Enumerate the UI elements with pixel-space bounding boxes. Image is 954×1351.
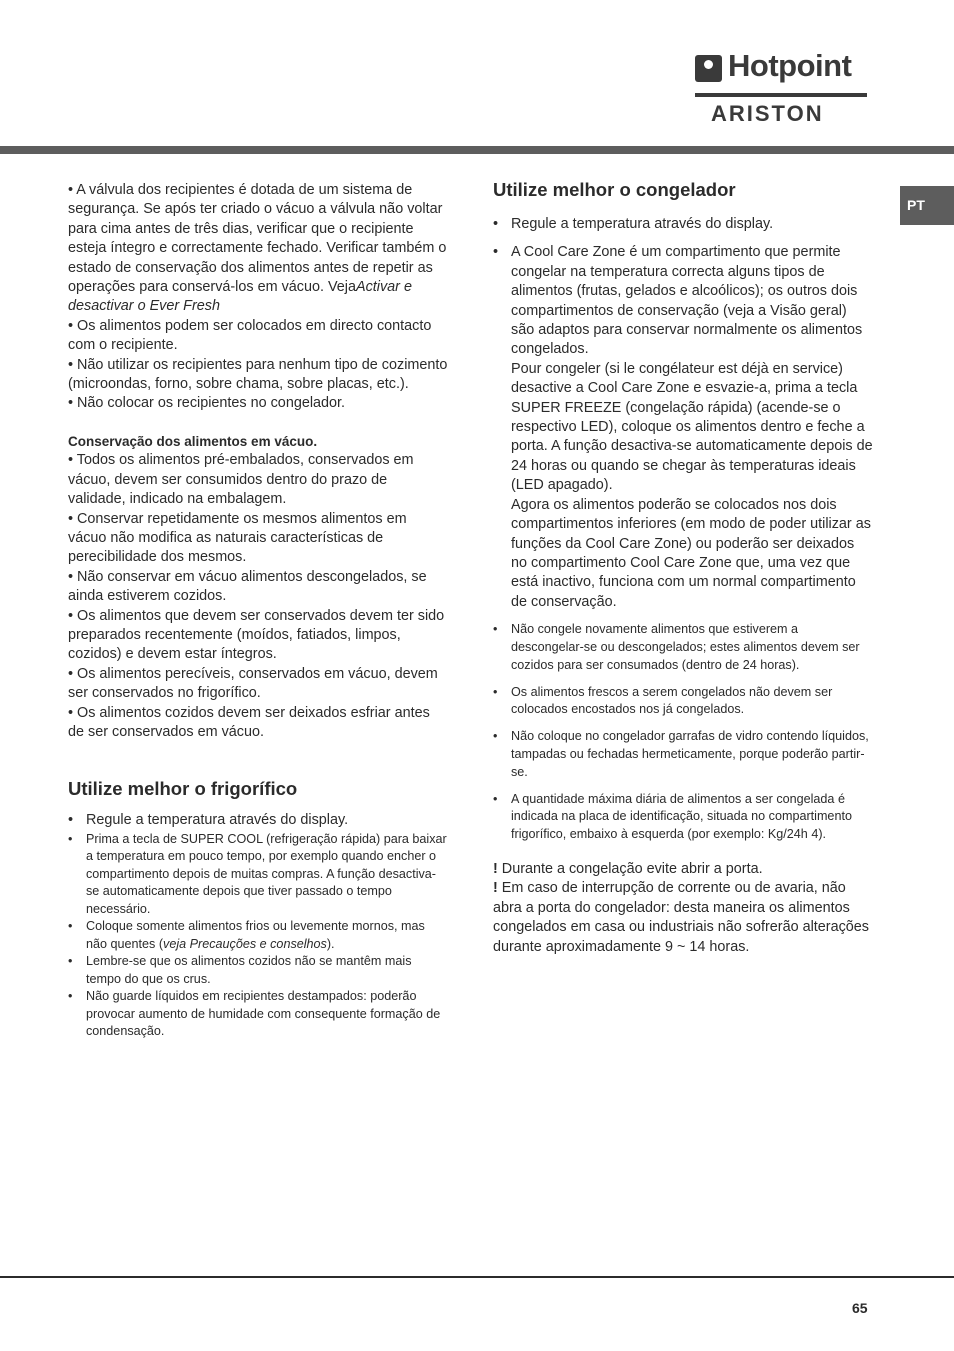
warning-icon: ! <box>493 880 498 897</box>
list-item: • Prima a tecla de SUPER COOL (refrigeração rápida) para baixar a temperatura em pouco tempo, por exemplo quando encher o compartimento depois de muitas compras. A função desactiva-se automaticamente depois que tiver passado o tempo necessário. <box>68 831 448 919</box>
logo-rule <box>695 93 867 97</box>
list-item: • Regule a temperatura através do display. <box>493 215 873 234</box>
warning-note: ! Durante a congelação evite abrir a porta. <box>493 860 763 877</box>
warning-notes <box>493 860 873 957</box>
subheading: Conservação dos alimentos em vácuo. <box>68 433 318 449</box>
paragraph: • Não utilizar os recipientes para nenhum tipo de cozimento (microondas, forno, sobre chama, sobre placas, etc.). <box>68 356 448 393</box>
right-column <box>493 178 873 957</box>
list-item: • Não guarde líquidos em recipientes destampados: poderão provocar aumento de humidade com consequente formação de condensação. <box>68 988 448 1041</box>
frigorifico-list-small <box>68 831 448 1041</box>
page-number: 65 <box>852 1300 868 1316</box>
frigorifico-list <box>68 811 448 830</box>
list-item: • Os alimentos frescos a serem congelados não devem ser colocados encostados nos já congelados. <box>493 684 873 720</box>
paragraph: • Todos os alimentos pré-embalados, conservados em vácuo, devem ser consumidos dentro do prazo de validade, indicado na embalagem. <box>68 452 414 508</box>
brand-logo <box>695 48 869 126</box>
warning-icon: ! <box>493 860 498 877</box>
paragraph: • Os alimentos perecíveis, conservados em vácuo, devem ser conservados no frigorífico. <box>68 665 438 702</box>
list-item: • Coloque somente alimentos frios ou levemente mornos, mas não quentes (veja Precauções e conselhos). <box>68 918 448 953</box>
language-tab: PT <box>900 186 954 225</box>
list-item: • Não congele novamente alimentos que estiverem a descongelar-se ou descongelados; estes alimentos devem ser cozidos para ser consumados (dentro de 24 horas). <box>493 621 873 674</box>
list-item: • A quantidade máxima diária de alimentos a ser congelada é indicada na placa de identificação, situada no compartimento frigorífico, embaixo à esquerda (por exemplo: Kg/24h 4). <box>493 791 873 844</box>
list-item: • Regule a temperatura através do display. <box>68 811 448 830</box>
brand-name-bottom: ARISTON <box>711 101 824 126</box>
paragraph: • Não conservar em vácuo alimentos descongelados, se ainda estiverem cozidos. <box>68 568 427 605</box>
list-item: • Lembre-se que os alimentos cozidos não se mantêm mais tempo do que os crus. <box>68 953 448 988</box>
paragraph: • Não colocar os recipientes no congelador. <box>68 395 346 412</box>
list-item: • A Cool Care Zone é um compartimento que permite congelar na temperatura correcta alguns tipos de alimentos (frutas, gelados e alcoólicos); os outros dois compartimentos de conservação (veja a Visão geral) são adaptos para conservar normalmente os alimentos congelados. Pour congeler (si le congélateur est déjà en service) desactive a Cool Care Zone e esvazie-a, prima a tecla SUPER FREEZE (congelação rápida) (acende-se o respectivo LED), coloque os alimentos dentro e feche a porta. A função desactiva-se automaticamente depois de 24 horas ou quando se chegar às temperaturas ideais (LED apagado). Agora os alimentos poderão se colocados nos dois compartimentos inferiores (em modo de poder utilizar as funções da Cool Care Zone) ou poderão ser deixados no compartimento Cool Care Zone que, uma vez que está inactivo, funciona com um normal compartimento de conservação. <box>493 243 873 612</box>
congelador-list <box>493 215 873 612</box>
left-column <box>68 181 448 1041</box>
header-bar <box>0 146 954 154</box>
footer-rule <box>0 1276 954 1278</box>
congelador-list-small <box>493 621 873 844</box>
logo-mark-icon <box>695 55 722 82</box>
paragraph: • Os alimentos podem ser colocados em directo contacto com o recipiente. <box>68 317 432 354</box>
paragraph: • Conservar repetidamente os mesmos alimentos em vácuo não modifica as naturais características de perecibilidade dos mesmos. <box>68 510 407 566</box>
warning-note: ! Em caso de interrupção de corrente ou de avaria, não abra a porta do congelador: desta maneira os alimentos congelados em casa ou industriais não sofrerão alterações durante aproximadamente 9 ~ 14 horas. <box>493 880 869 955</box>
list-item: • Não coloque no congelador garrafas de vidro contendo líquidos, tampadas ou fechadas hermeticamente, porque poderão partir-se. <box>493 728 873 781</box>
paragraph: • A válvula dos recipientes é dotada de um sistema de segurança. Se após ter criado o vácuo a válvula não voltar para cima antes de três dias, verificar que o recipiente esteja íntegro e correctamente fechado. Verificar também o estado de conservação dos alimentos antes de repetir as operações para conservá-los em vácuo. VejaActivar e desactivar o Ever Fresh <box>68 182 447 315</box>
brand-name-top: Hotpoint <box>728 48 852 83</box>
paragraph: • Os alimentos cozidos devem ser deixados esfriar antes de ser conservados em vácuo. <box>68 704 430 740</box>
section-heading-congelador: Utilize melhor o congelador <box>493 179 736 200</box>
paragraph: • Os alimentos que devem ser conservados devem ter sido preparados recentemente (moídos, fatiados, limpos, cozidos) e devem estar íntegros. <box>68 607 445 663</box>
section-heading-frigorifico: Utilize melhor o frigorífico <box>68 778 298 800</box>
